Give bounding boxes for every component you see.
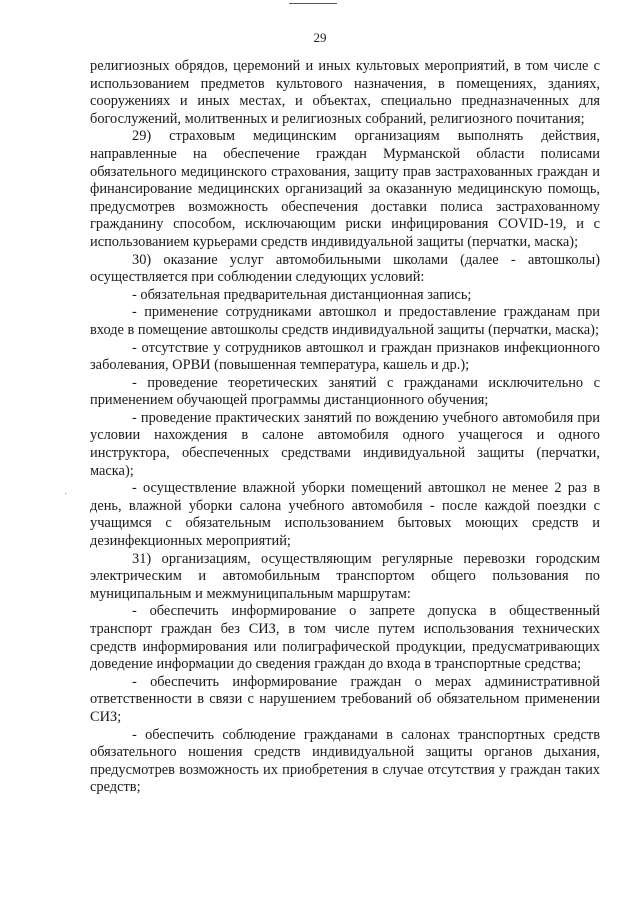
list-item: - отсутствие у сотрудников автошкол и граждан признаков инфекционного заболевания, ОРВИ (повышенная температура, кашель и др.);: [90, 339, 600, 374]
list-item: - осуществление влажной уборки помещений автошкол не менее 2 раз в день, влажной уборки салона учебного автомобиля - после каждой поездки с учащимся с обязательным использованием бытовых моющих средств и дезинфекционных мероприятий;: [90, 480, 600, 550]
document-body: [90, 58, 600, 797]
top-rule: [289, 3, 337, 4]
paragraph-continuation: религиозных обрядов, церемоний и иных культовых мероприятий, в том числе с использованием предметов культового назначения, в помещениях, зданиях, сооружениях и иных местах, и объектах, специально предназначенных для богослужений, молитвенных и религиозных собраний, религиозного почитания;: [90, 58, 600, 127]
list-item: - обеспечить информирование граждан о мерах административной ответственности в связи с нарушением требований об обязательном применении СИЗ;: [90, 673, 600, 725]
page-number: 29: [313, 30, 327, 45]
list-item: - проведение практических занятий по вождению учебного автомобиля при условии нахождения в салоне автомобиля одного учащегося и одного инструктора, обеспеченных средствами индивидуальной защиты (перчатки, маска);: [90, 409, 600, 479]
list-item: - проведение теоретических занятий с гражданами исключительно с применением обучающей программы дистанционного обучения;: [90, 374, 600, 409]
list-item: - обеспечить информирование о запрете допуска в общественный транспорт граждан без СИЗ, в том числе путем использования технических средств информирования или полиграфической продукции, предусматривающих доведение информации до сведения граждан до входа в транспортные средства;: [90, 603, 600, 673]
paragraph-item-31: 31) организациям, осуществляющим регулярные перевозки городским электрическим и автомобильным транспортом общего пользования по муниципальным и межмуниципальным маршрутам:: [90, 550, 600, 602]
list-item: - обязательная предварительная дистанционная запись;: [132, 286, 472, 303]
list-item: - применение сотрудниками автошкол и предоставление гражданам при входе в помещение автошколы средств индивидуальной защиты (перчатки, маска);: [90, 304, 600, 338]
margin-mark: ·: [64, 489, 68, 500]
list-item: - обеспечить соблюдение гражданами в салонах транспортных средств обязательного ношения средств индивидуальной защиты органов дыхания, предусмотрев возможность их приобретения в случае отсутствия у граждан таких средств;: [90, 726, 600, 796]
paragraph-item-30: 30) оказание услуг автомобильными школами (далее - автошколы) осуществляется при соблюдении следующих условий:: [90, 251, 600, 286]
paragraph-item-29: 29) страховым медицинским организациям выполнять действия, направленные на обеспечение граждан Мурманской области полисами обязательного медицинского страхования, защиту прав застрахованных граждан и финансирование медицинских организаций за оказанную медицинскую помощь, предусмотрев возможность обеспечения доставки полиса застрахованному гражданину способом, исключающим риски инфицирования COVID-19, и с использованием курьерами средств индивидуальной защиты (перчатки, маска);: [90, 128, 600, 250]
